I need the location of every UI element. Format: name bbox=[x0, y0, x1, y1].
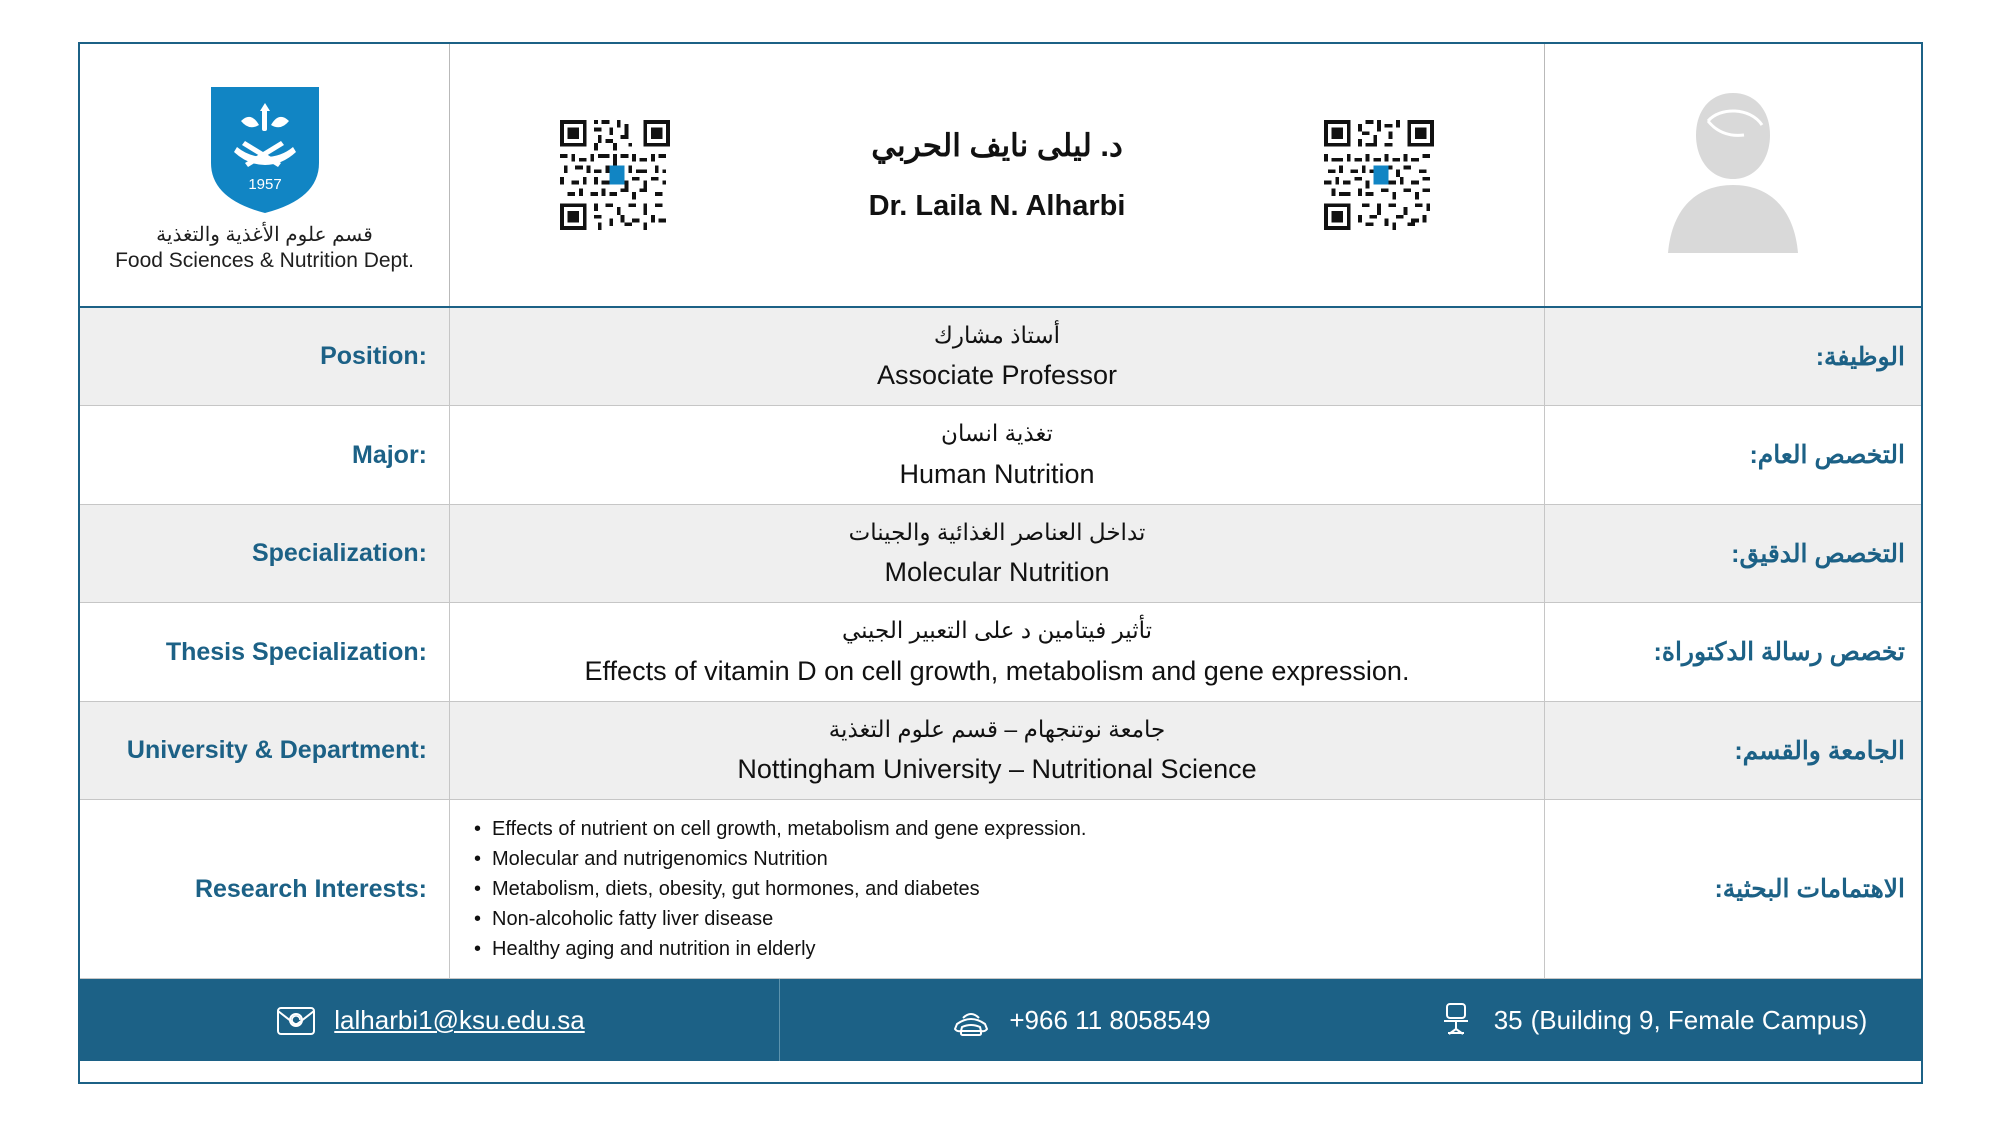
person-placeholder-avatar-icon bbox=[1658, 85, 1808, 265]
row-value-english: Associate Professor bbox=[876, 360, 1118, 391]
list-item: • Healthy aging and nutrition in elderly bbox=[474, 934, 1086, 964]
table-row-university-department bbox=[80, 702, 1921, 800]
row-label-ar: التخصص الدقيق: bbox=[1731, 539, 1905, 568]
faculty-name-arabic: د. ليلى نايف الحربي bbox=[871, 127, 1123, 163]
email-address[interactable]: lalharbi1@ksu.edu.sa bbox=[334, 1004, 585, 1035]
footer-phone[interactable] bbox=[780, 979, 1380, 1061]
card-footer bbox=[80, 979, 1921, 1061]
row-value bbox=[450, 406, 1545, 503]
row-value-arabic: تأثير فيتامين د على التعبير الجيني bbox=[841, 617, 1153, 644]
footer-office bbox=[1380, 979, 1921, 1061]
row-label-en: Position: bbox=[80, 308, 450, 405]
table-row-major bbox=[80, 406, 1921, 504]
row-label-en: Research Interests: bbox=[80, 800, 450, 978]
row-value bbox=[450, 800, 1545, 978]
ksu-shield-logo-icon bbox=[207, 81, 323, 217]
row-value-english: Nottingham University – Nutritional Science bbox=[737, 753, 1257, 784]
row-label-ar: الوظيفة: bbox=[1815, 342, 1905, 371]
phone-number[interactable]: +966 11 8058549 bbox=[1009, 1004, 1211, 1035]
department-name-arabic: قسم علوم الأغذية والتغذية bbox=[156, 224, 373, 247]
table-row-specialization bbox=[80, 505, 1921, 603]
row-value-english: Human Nutrition bbox=[899, 458, 1095, 489]
department-name-english: Food Sciences & Nutrition Dept. bbox=[115, 249, 414, 273]
qr-code-icon-left[interactable] bbox=[560, 120, 670, 230]
row-label-en: Specialization: bbox=[80, 505, 450, 602]
faculty-photo bbox=[1545, 44, 1921, 306]
table-row-position bbox=[80, 308, 1921, 406]
telephone-icon bbox=[949, 1000, 993, 1040]
university-logo-block bbox=[80, 44, 450, 306]
table-row-thesis-specialization bbox=[80, 603, 1921, 701]
envelope-at-icon bbox=[274, 1000, 318, 1040]
table-row-research-interests bbox=[80, 800, 1921, 979]
office-number: 35 bbox=[1493, 1004, 1523, 1035]
list-item: • Metabolism, diets, obesity, gut hormones, and diabetes bbox=[474, 874, 1086, 904]
row-label-en: Major: bbox=[80, 406, 450, 503]
faculty-name-block bbox=[869, 128, 1126, 223]
card-header bbox=[80, 44, 1921, 308]
row-label-ar: الجامعة والقسم: bbox=[1734, 736, 1905, 765]
faculty-name-english: Dr. Laila N. Alharbi bbox=[868, 189, 1126, 222]
list-item: • Effects of nutrient on cell growth, metabolism and gene expression. bbox=[474, 814, 1086, 844]
svg-text:1957: 1957 bbox=[247, 176, 282, 194]
row-value bbox=[450, 505, 1545, 602]
research-interests-list bbox=[474, 814, 1086, 964]
list-item: • Non-alcoholic fatty liver disease bbox=[474, 904, 1086, 934]
office-location: (Building 9, Female Campus) bbox=[1530, 1004, 1868, 1035]
qr-code-icon-right[interactable] bbox=[1324, 120, 1434, 230]
row-value bbox=[450, 702, 1545, 799]
row-value-arabic: أستاذ مشارك bbox=[933, 322, 1061, 348]
row-value bbox=[450, 308, 1545, 405]
row-value-english: Molecular Nutrition bbox=[884, 557, 1110, 588]
footer-email[interactable] bbox=[80, 979, 780, 1061]
row-value-english: Effects of vitamin D on cell growth, metabolism and gene expression. bbox=[584, 655, 1410, 686]
office-chair-icon bbox=[1434, 1000, 1478, 1040]
row-label-en: University & Department: bbox=[80, 702, 450, 799]
row-label-ar: تخصص رسالة الدكتوراة: bbox=[1653, 638, 1905, 667]
row-label-en: Thesis Specialization: bbox=[80, 603, 450, 700]
row-value-arabic: جامعة نوتنجهام – قسم علوم التغذية bbox=[828, 715, 1166, 742]
list-item: • Molecular and nutrigenomics Nutrition bbox=[474, 844, 1086, 874]
row-value-arabic: تغذية انسان bbox=[941, 420, 1053, 447]
row-value-arabic: تداخل العناصر الغذائية والجينات bbox=[848, 518, 1146, 545]
row-value bbox=[450, 603, 1545, 700]
row-label-ar: التخصص العام: bbox=[1749, 441, 1905, 470]
name-section bbox=[450, 44, 1545, 306]
faculty-profile-card bbox=[78, 42, 1923, 1084]
row-label-ar: الاهتمامات البحثية: bbox=[1714, 875, 1905, 904]
